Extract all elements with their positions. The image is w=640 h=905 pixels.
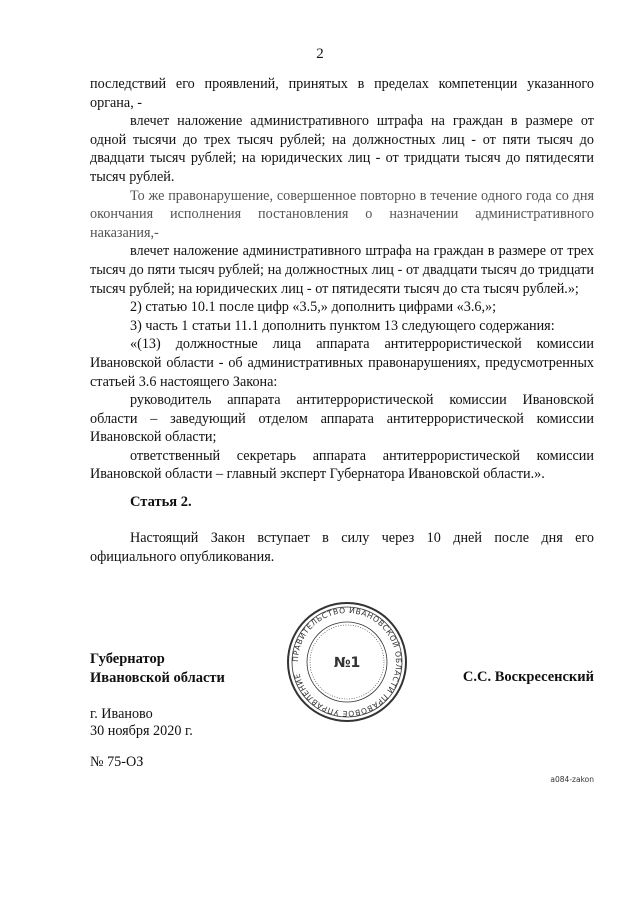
signatory-name: С.С. Воскресенский xyxy=(462,669,594,685)
signatory-title xyxy=(90,650,225,687)
paragraph: То же правонарушение, совершенное повторно в течение одного года со дня окончания исполнения постановления о назначении административного наказания,- xyxy=(90,187,594,241)
paragraph: последствий его проявлений, принятых в пределах компетенции указанного органа, - xyxy=(90,76,594,111)
main-text xyxy=(90,75,594,484)
place: г. Иваново xyxy=(90,706,153,722)
paragraph: 3) часть 1 статьи 11.1 дополнить пунктом 13 следующего содержания: xyxy=(130,317,555,334)
paragraph: руководитель аппарата антитеррористической комиссии Ивановской области – заведующий отделом аппарата антитеррористической комиссии Ивановской области; xyxy=(90,392,594,446)
paragraph: ответственный секретарь аппарата антитеррористической комиссии Ивановской области – главный эксперт Губернатора Ивановской области.». xyxy=(90,447,594,483)
seal-ring-text: ПРАВИТЕЛЬСТВО ИВАНОВСКОЙ ОБЛАСТИ ПРАВОВОЕ УПРАВЛЕНИЕ xyxy=(290,605,404,719)
page-number: 2 xyxy=(316,46,324,62)
date: 30 ноября 2020 г. xyxy=(90,723,193,739)
article-heading: Статья 2. xyxy=(130,494,192,510)
document-code: a084-zakon xyxy=(550,775,594,784)
official-seal xyxy=(285,600,409,724)
paragraph: 2) статью 10.1 после цифр «3.5,» дополнить цифрами «3.6,»; xyxy=(130,299,497,316)
paragraph: влечет наложение административного штрафа на граждан в размере от одной тысячи до трех тысяч рублей; на должностных лиц - от пяти тысяч до двадцати тысяч рублей; на юридических лиц - от тридцати тысяч до пятидесяти тысяч рублей. xyxy=(90,113,594,185)
law-number: № 75-ОЗ xyxy=(90,754,144,770)
paragraph: влечет наложение административного штрафа на граждан в размере от трех тысяч до пяти тысяч рублей; на должностных лиц - от двадцати тысяч до тридцати тысяч рублей; на юридических лиц - от пятидесяти тысяч до ста тысяч рублей.»; xyxy=(90,243,594,297)
signatory-title-line: Ивановской области xyxy=(90,669,225,686)
signatory-title-line: Губернатор xyxy=(90,651,165,667)
paragraph: «(13) должностные лица аппарата антитеррористической комиссии Ивановской области - об административных правонарушениях, предусмотренных статьей 3.6 настоящего Закона: xyxy=(90,336,594,390)
place-date xyxy=(90,706,193,740)
final-paragraph: Настоящий Закон вступает в силу через 10 дней после дня его официального опубликования. xyxy=(90,530,594,565)
seal-center-text: №1 xyxy=(333,655,361,671)
